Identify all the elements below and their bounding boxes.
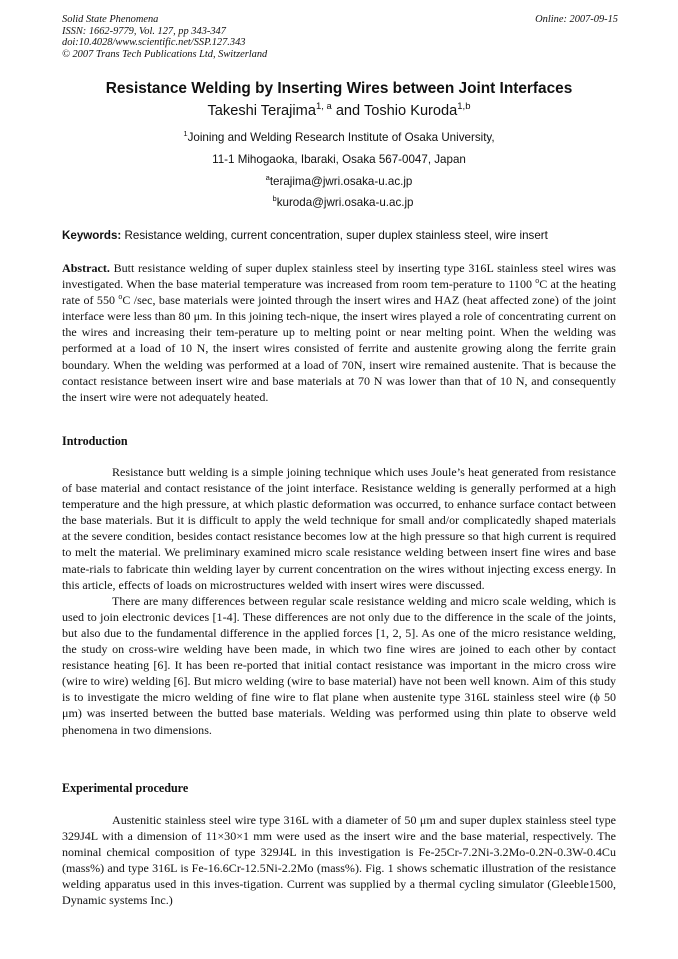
email-a-line	[0, 175, 678, 188]
email-b: kuroda@jwri.osaka-u.ac.jp	[276, 196, 414, 209]
keywords-label: Keywords:	[62, 229, 122, 242]
abstract-text-1: Butt resistance welding of super duplex stainless steel by inserting type 316L stainless steel wires was investigated. When the base material temperature was increased from room tem-perature to 1100	[62, 261, 616, 292]
experimental-body	[62, 812, 616, 909]
affiliation-line-1	[0, 131, 678, 144]
journal-header	[62, 14, 618, 60]
author-1: Takeshi Terajima	[207, 103, 316, 119]
author-connector: and	[331, 103, 364, 119]
introduction-heading: Introduction	[62, 434, 128, 448]
affiliation-line-2: 11-1 Mihogaoka, Ibaraki, Osaka 567-0047, Japan	[212, 153, 466, 166]
abstract-text-2: C at the heating rate of 550	[62, 277, 616, 308]
doi-line: doi:10.4028/www.scientific.net/SSP.127.343	[62, 37, 246, 49]
introduction-body	[62, 464, 616, 738]
experimental-paragraph-1: Austenitic stainless steel wire type 316L with a diameter of 50 μm and super duplex stainless steel type 329J4L with a dimension of 11×30×1 mm were used as the insert wire and the base material, respectively. The nominal chemical composition of type 329J4L in this investigation is Fe-25Cr-7.2Ni-3.2Mo-0.2N-0.3W-0.4Cu (mass%) and type 316L is Fe-16.6Cr-12.5Ni-2.2Mo (mass%). Fig. 1 shows schematic illustration of the resistance welding apparatus used in this inves-tigation. Current was supplied by a thermal cycling simulator (Gleeble1500, Dynamic systems Inc.)	[62, 813, 616, 908]
email-a: terajima@jwri.osaka-u.ac.jp	[269, 175, 413, 188]
email-b-mark: b	[272, 194, 277, 204]
author-2-affiliation-mark: 1,b	[457, 101, 471, 113]
introduction-paragraph-2: There are many differences between regular scale resistance welding and micro scale welding, which is used to join electronic devices [1-4]. These differences are not only due to the difference in the scale of the joints, but also due to the fundamental difference in the applied forces [1, 2, 5]. As one of the micro resistance welding, the study on cross-wire welding have been made, in which two fine wires are joined to each other by contact resistance heating [6]. It has been re-ported that initial contact resistance was important in the micro cross wire (wire to wire) welding [6]. But micro welding (wire to base material) have not been well known. Aim of this study is to investigate the micro welding of fine wire to flat plane when austenite type 316L stainless steel wire (ϕ 50 μm) was inserted between the butted base materials. Welding was performed using thin plate to observe weld phenomena in two dimensions.	[62, 593, 616, 737]
degree-mark-2: o	[118, 292, 123, 302]
issn-line: ISSN: 1662-9779, Vol. 127, pp 343-347	[62, 25, 226, 37]
experimental-heading: Experimental procedure	[62, 781, 189, 795]
abstract-text-3: C /sec, base materials were jointed through the insert wires and HAZ (heat affected zone) of the joint interface were less than 80 μm. In this joining tech-nique, the insert wires played a role of concentrating current on the wires and increasing their tem-perature up to melting point or near melting point. When the welding was performed at a load of 10 N, the insert wires consisted of ferrite and austenite growing along the ferrite grain boundary. When the welding was performed at a load of 70N, insert wire remained austenite. That is because the contact resistance between insert wire and base materials at 70 N was lower than that of 10 N, and consequently the insert wire were not adequately heated.	[62, 293, 616, 404]
copyright-line: © 2007 Trans Tech Publications Ltd, Switzerland	[62, 48, 268, 60]
affiliation-institute: Joining and Welding Research Institute of Osaka University,	[187, 131, 495, 144]
journal-name: Solid State Phenomena	[62, 14, 159, 25]
abstract-paragraph	[62, 260, 616, 405]
abstract	[62, 260, 616, 405]
email-a-mark: a	[265, 173, 270, 183]
author-line	[0, 103, 678, 119]
online-date: Online: 2007-09-15	[535, 14, 618, 25]
email-b-line	[0, 196, 678, 209]
degree-mark: o	[535, 276, 540, 286]
author-1-affiliation-mark: 1, a	[315, 101, 332, 113]
keywords-text: Resistance welding, current concentration, super duplex stainless steel, wire insert	[121, 229, 548, 242]
abstract-label: Abstract.	[62, 261, 110, 275]
author-2: Toshio Kuroda	[363, 103, 458, 119]
paper-title: Resistance Welding by Inserting Wires between Joint Interfaces	[105, 80, 573, 97]
keywords	[62, 229, 622, 242]
affiliation-mark: 1	[183, 129, 188, 139]
introduction-paragraph-1: Resistance butt welding is a simple joining technique which uses Joule’s heat generated from resistance of base material and contact resistance of the joint interface. Resistance welding is generally performed at a high temperature and the high pressure, at which plastic deformation was occurred, to enhance surface contact between the base materials. But it is difficult to apply the weld technique for small and/or complicatedly shaped materials at the severe condition, besides contact resistance becomes low at the high pressure so that high current is required to melt the material. We preliminary examined micro scale resistance welding between insert fine wires and base mate-rials to fabricate thin welding layer by current concentration on the wires without injecting excess energy. In this article, effects of loads on microstructures welded with insert wires were discussed.	[62, 465, 616, 592]
